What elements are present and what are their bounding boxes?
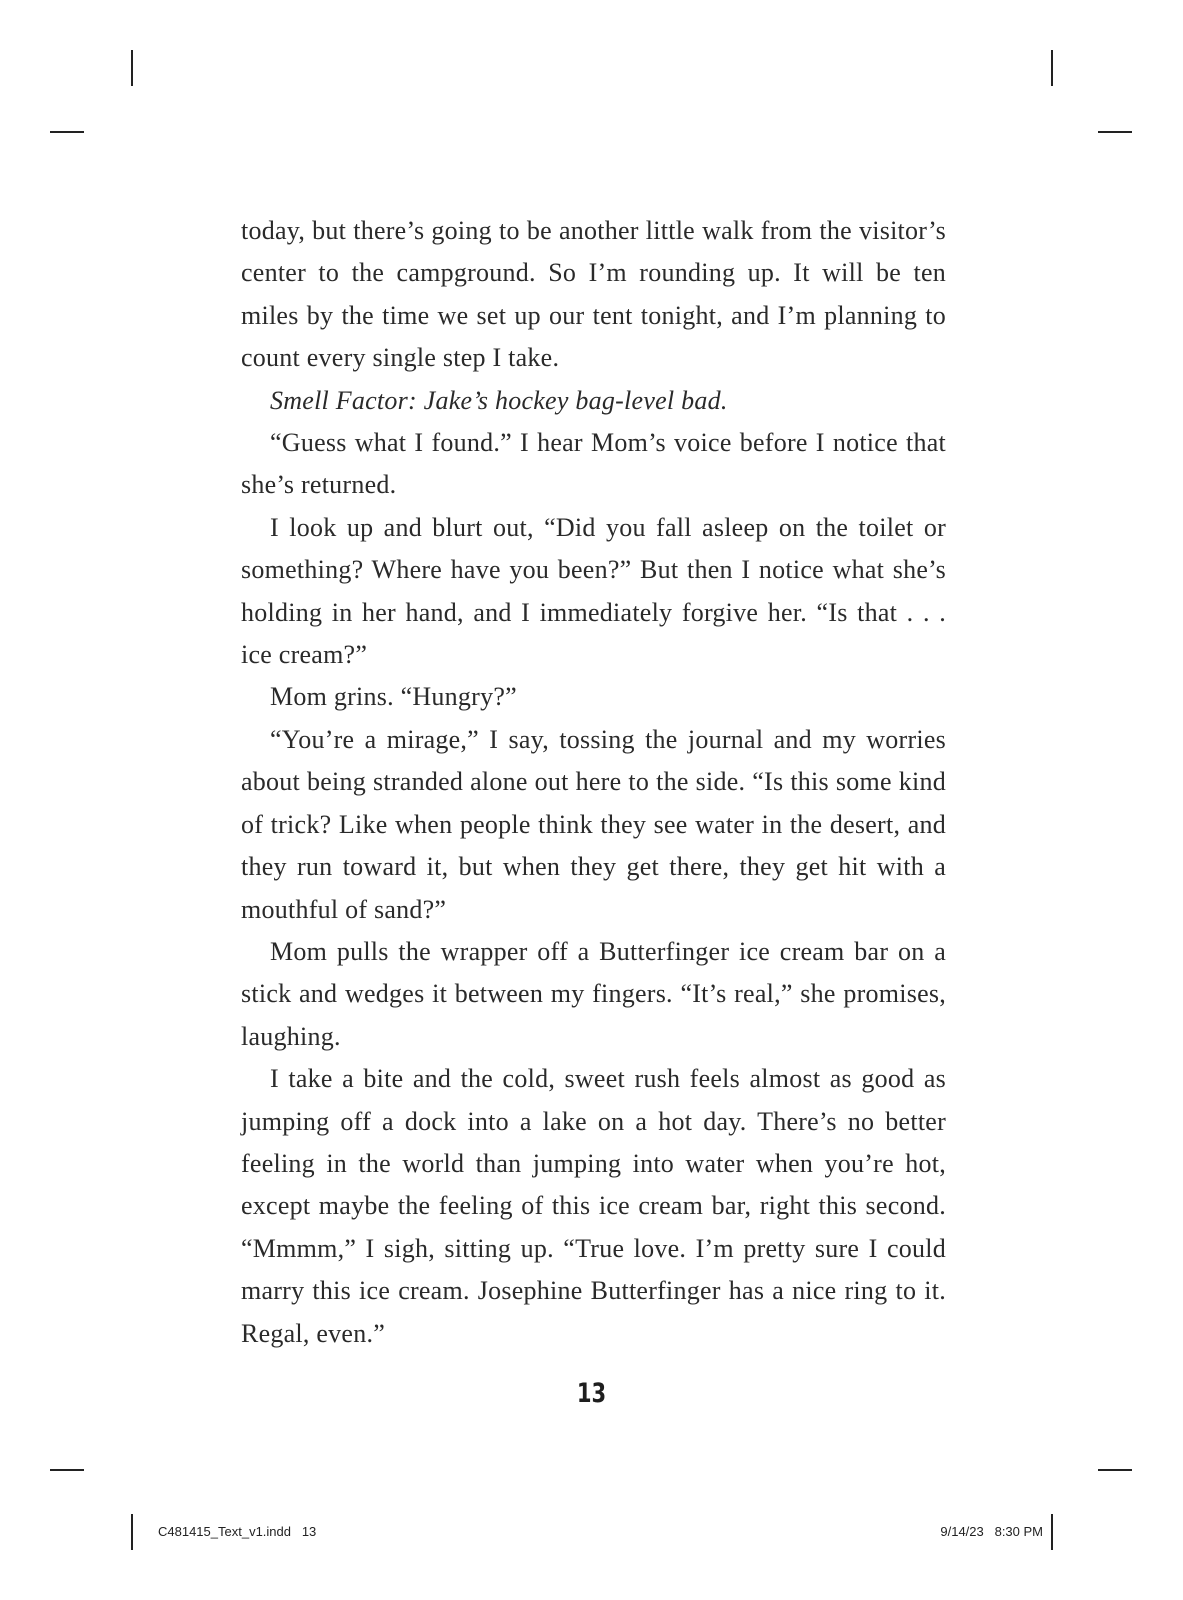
paragraph: “You’re a mirage,” I say, tossing the journal and my worries about being stranded alone out here to the side. “Is this some kind of trick? Like when people think they see water in the desert, and they run toward it, but when they get there, they get hit with a mouthful of sand?” [241, 724, 946, 924]
crop-mark-top-right-horizontal [1098, 131, 1132, 133]
slug-date-time: 9/14/23 8:30 PM [940, 1524, 1043, 1539]
paragraph: I look up and blurt out, “Did you fall asleep on the toilet or something? Where have you been?” But then I notice what she’s holding in her hand, and I immediately forgive her. “Is that . . . ice cream?” [241, 512, 946, 670]
paragraph: “Guess what I found.” I hear Mom’s voice before I notice that she’s returned. [241, 428, 946, 500]
paragraph-italic: Smell Factor: Jake’s hockey bag-level bad. [270, 385, 728, 415]
crop-mark-bottom-left-horizontal [50, 1469, 84, 1471]
paragraph: Mom pulls the wrapper off a Butterfinger ice cream bar on a stick and wedges it between my fingers. “It’s real,” she promises, laughing. [241, 936, 946, 1051]
crop-mark-bottom-right-vertical [1051, 1514, 1053, 1550]
crop-mark-top-right-vertical [1051, 50, 1053, 86]
slug-file-name: C481415_Text_v1.indd 13 [158, 1524, 317, 1539]
page-number: 13 [576, 1378, 607, 1409]
crop-mark-bottom-left-vertical [131, 1514, 133, 1550]
crop-mark-bottom-right-horizontal [1098, 1469, 1132, 1471]
paragraph: Mom grins. “Hungry?” [270, 682, 517, 712]
paragraph: today, but there’s going to be another little walk from the visitor’s center to the campground. So I’m rounding up. It will be ten miles by the time we set up our tent tonight, and I’m planning to count every single step I take. [241, 216, 946, 373]
crop-mark-top-left-horizontal [50, 131, 84, 133]
paragraph: I take a bite and the cold, sweet rush feels almost as good as jumping off a dock into a lake on a hot day. There’s no better feeling in the world than jumping into water when you’re hot, except maybe the feeling of this ice cream bar, right this second. “Mmmm,” I sigh, sitting up. “True love. I’m pretty sure I could marry this ice cream. Josephine Butterfinger has a nice ring to it. Regal, even.” [241, 1064, 946, 1348]
body-text [241, 210, 946, 1355]
crop-mark-top-left-vertical [131, 50, 133, 86]
